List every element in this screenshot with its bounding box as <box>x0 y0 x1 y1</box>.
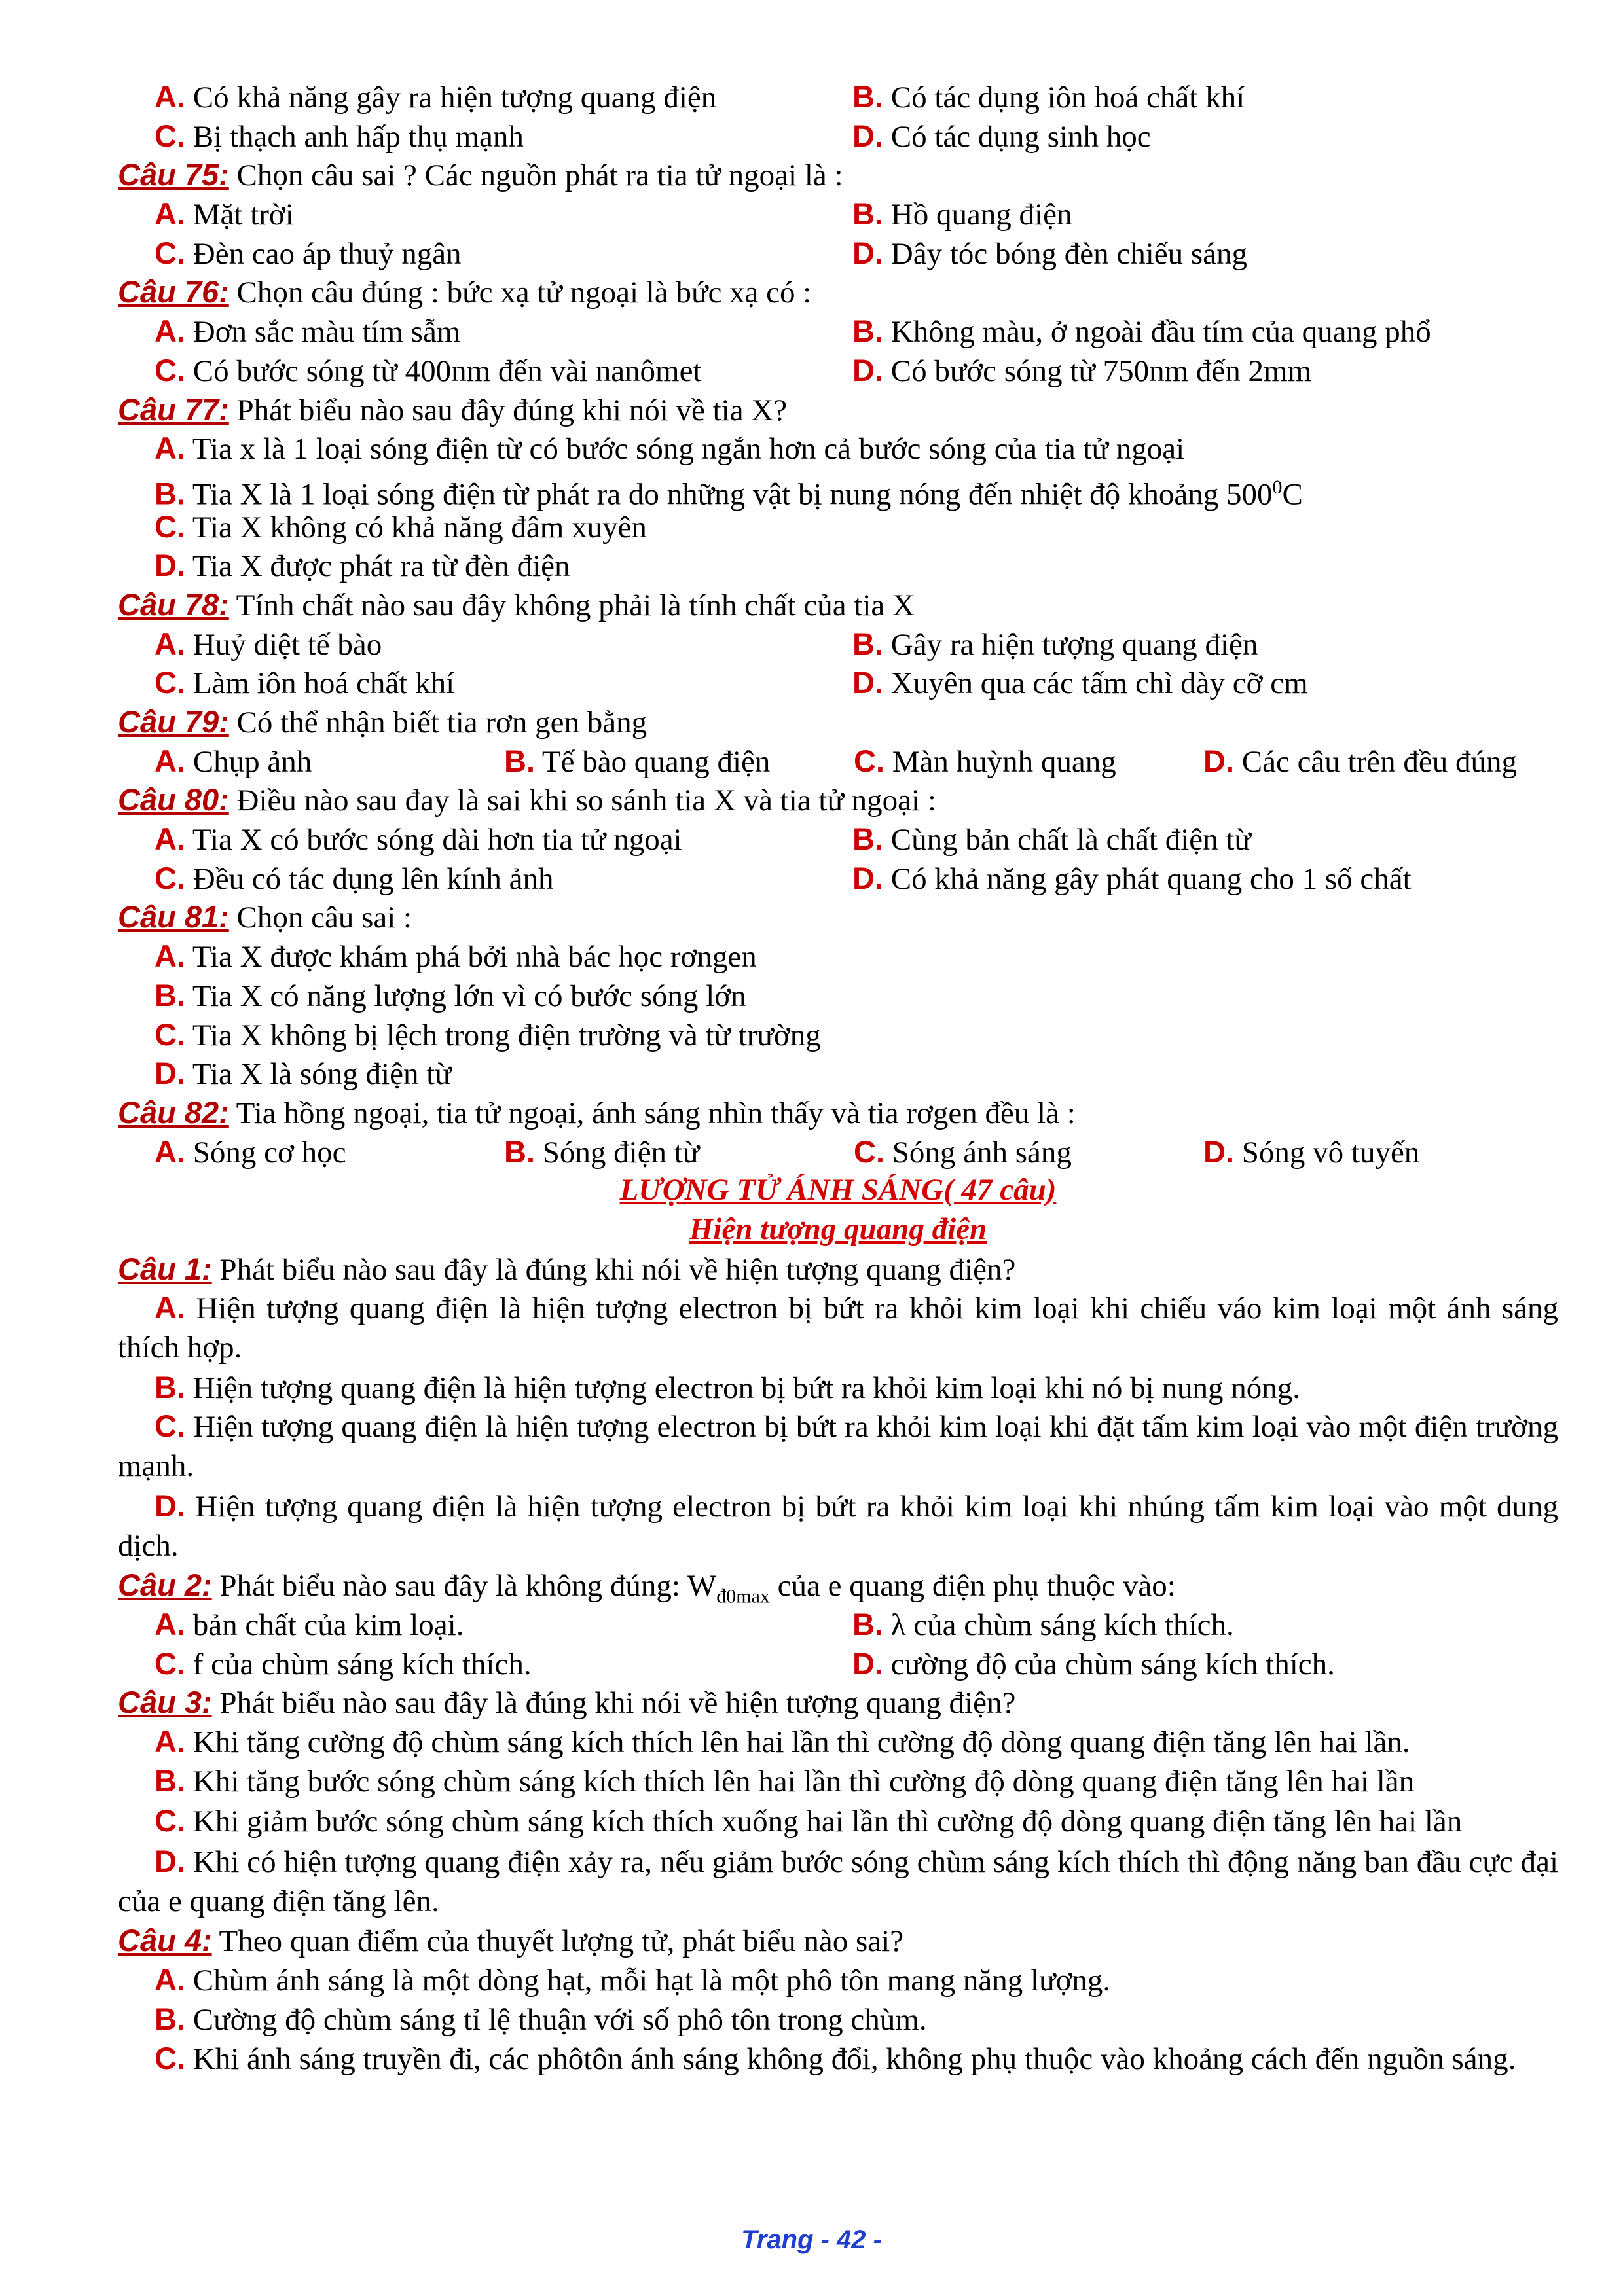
p3-option-c <box>118 1801 1558 1842</box>
page-footer: Trang - 42 - <box>741 2225 882 2254</box>
p4-option-a <box>118 1960 1558 2000</box>
section-title: LƯỢNG TỬ ÁNH SÁNG( 47 câu) <box>619 1173 1057 1208</box>
option-label: C. <box>155 235 185 270</box>
p4-option-b <box>118 2000 1558 2039</box>
option-label: A. <box>155 626 185 661</box>
q81-option-c <box>118 1015 1558 1054</box>
question-number: Câu 79: <box>118 704 229 739</box>
question-number: Câu 75: <box>118 157 229 192</box>
option-label: D. <box>155 1844 185 1879</box>
option-label: B. <box>504 1134 535 1169</box>
option-col2 <box>852 351 1311 391</box>
q77-option-d <box>118 546 1558 585</box>
q75-row-cd <box>118 234 1558 273</box>
question-text: Phát biểu nào sau đây đúng khi nói về tia X? <box>228 393 788 427</box>
question-text: Chọn câu sai : <box>228 901 412 935</box>
option-label: C. <box>155 1645 185 1681</box>
option-col2 <box>852 312 1431 352</box>
option-a <box>155 742 504 782</box>
option-text: Xuyên qua các tấm chì dày cỡ cm <box>890 666 1308 701</box>
q81-option-d <box>118 1054 1558 1093</box>
q76-row-ab <box>118 312 1558 351</box>
option-text: Tia X là sóng điện từ <box>192 1057 452 1092</box>
option-label: D. <box>155 1488 185 1523</box>
option-text: Có khả năng gây phát quang cho 1 số chất <box>890 861 1412 896</box>
option-label: B. <box>852 196 883 232</box>
option-col2 <box>852 1605 1234 1645</box>
question-76 <box>118 272 1558 312</box>
option-text: cường độ của chùm sáng kích thích. <box>890 1647 1335 1681</box>
option-label: A. <box>155 1606 185 1641</box>
question-77 <box>118 390 1558 429</box>
option-text: Cùng bản chất là chất điện từ <box>890 823 1251 857</box>
subscript: đ0max <box>716 1585 770 1607</box>
option-label: D. <box>852 860 883 895</box>
option-label: C. <box>155 860 185 895</box>
option-text: Đơn sắc màu tím sẫm <box>192 315 461 350</box>
option-label: C. <box>854 1134 884 1169</box>
question-number: Câu 3: <box>118 1685 212 1720</box>
option-label: C. <box>155 118 185 153</box>
question-text: Theo quan điểm của thuyết lượng tử, phát biểu nào sai? <box>211 1924 904 1959</box>
q81-option-b <box>118 976 1558 1015</box>
question-text: Chọn câu sai ? Các nguồn phát ra tia tử ngoại là : <box>228 158 843 193</box>
option-label: C. <box>155 1016 185 1052</box>
q78-row-ab <box>118 624 1558 664</box>
option-label: C. <box>155 1803 185 1839</box>
option-b <box>504 1132 854 1173</box>
option-col2 <box>852 117 1151 157</box>
option-label: D. <box>852 1645 883 1681</box>
q79-options <box>118 742 1558 781</box>
p1-option-a <box>118 1288 1558 1367</box>
option-label: B. <box>155 476 185 511</box>
option-text: Có khả năng gây ra hiện tượng quang điện <box>192 81 717 115</box>
question-number: Câu 4: <box>118 1923 212 1958</box>
question-number: Câu 2: <box>118 1568 212 1603</box>
option-text: Tia X được khám phá bởi nhà bác học rơngen <box>192 940 757 975</box>
question-text: Có thể nhận biết tia rơn gen bằng <box>228 706 647 740</box>
option-label: D. <box>852 352 883 387</box>
option-text: Các câu trên đều đúng <box>1241 744 1517 779</box>
option-label: C. <box>155 665 185 700</box>
option-c <box>854 1132 1203 1173</box>
option-text: Khi tăng cường độ chùm sáng kích thích lên hai lần thì cường độ dòng quang điện tăng lên hai lần. <box>192 1725 1410 1759</box>
p1-option-c <box>118 1407 1558 1486</box>
question-text: Điều nào sau đay là sai khi so sánh tia X và tia tử ngoại : <box>228 783 936 818</box>
question-number: Câu 80: <box>118 782 229 817</box>
option-label: D. <box>155 548 185 583</box>
option-text: Hiện tượng quang điện là hiện tượng electron bị bứt ra khỏi kim loại khi đặt tấm kim loại vào một điện trường mạnh. <box>118 1410 1559 1484</box>
q77-option-c <box>118 507 1558 547</box>
option-label: B. <box>504 743 535 778</box>
option-b <box>504 742 854 782</box>
question-text: Chọn câu đúng : bức xạ tử ngoại là bức xạ có : <box>228 276 812 310</box>
option-a <box>155 1132 504 1173</box>
option-text: Khi giảm bước sóng chùm sáng kích thích xuống hai lần thì cường độ dòng quang điện tăng lên hai lần <box>192 1804 1463 1839</box>
option-text: Khi ánh sáng truyền đi, các phôtôn ánh sáng không đổi, không phụ thuộc vào khoảng cách đến nguồn sáng. <box>192 2041 1516 2076</box>
question-2 <box>118 1566 1558 1605</box>
q76-row-cd <box>118 351 1558 390</box>
option-col2 <box>852 1644 1335 1685</box>
question-80 <box>118 780 1558 819</box>
option-text: Sóng cơ học <box>192 1135 346 1170</box>
option-label: A. <box>155 1962 185 1998</box>
option-label: B. <box>852 1606 883 1641</box>
question-text-end: của e quang điện phụ thuộc vào: <box>769 1569 1176 1604</box>
option-label: B. <box>852 626 883 661</box>
option-label: B. <box>852 79 883 114</box>
question-3 <box>118 1683 1558 1722</box>
option-text: Hiện tượng quang điện là hiện tượng electron bị bứt ra khỏi kim loại khi nhúng tấm kim loại vào một dung dịch. <box>118 1489 1558 1563</box>
option-text: Sóng ánh sáng <box>892 1135 1072 1170</box>
option-text: Tia X được phát ra từ đèn điện <box>192 549 570 584</box>
question-text: Phát biểu nào sau đây là đúng khi nói về hiện tượng quang điện? <box>211 1686 1016 1721</box>
option-text: Đèn cao áp thuỷ ngân <box>192 236 462 271</box>
option-label: C. <box>155 2040 185 2075</box>
option-col2 <box>852 234 1247 274</box>
q82-options <box>118 1132 1558 1172</box>
question-text: Tính chất nào sau đây không phải là tính chất của tia X <box>228 588 915 622</box>
p1-option-d <box>118 1486 1558 1566</box>
option-text: Có tác dụng iôn hoá chất khí <box>890 81 1245 115</box>
option-text: Huỷ diệt tế bào <box>192 627 382 662</box>
option-label: C. <box>155 1408 185 1444</box>
option-label: B. <box>852 821 883 857</box>
option-label: A. <box>155 314 185 349</box>
option-col2 <box>852 194 1072 235</box>
option-text: Chùm ánh sáng là một dòng hạt, mỗi hạt là một phô tôn mang năng lượng. <box>192 1964 1111 1998</box>
option-label: A. <box>155 1134 185 1169</box>
q81-option-a <box>118 937 1558 976</box>
question-4 <box>118 1921 1558 1960</box>
option-text: Chụp ảnh <box>192 744 312 779</box>
option-label: D. <box>852 118 883 153</box>
option-text: f của chùm sáng kích thích. <box>192 1647 532 1681</box>
question-number: Câu 78: <box>118 586 229 622</box>
option-label: D. <box>852 665 883 700</box>
option-text: Màn huỳnh quang <box>892 744 1116 779</box>
option-text: bản chất của kim loại. <box>192 1607 464 1642</box>
option-text: Tia X không bị lệch trong điện trường và từ trường <box>192 1018 821 1052</box>
option-label: A. <box>155 1723 185 1759</box>
option-label: D. <box>1203 743 1234 778</box>
section-subtitle: Hiện tượng quang điện <box>689 1211 987 1246</box>
p3-option-a <box>118 1722 1558 1761</box>
option-label: A. <box>155 79 185 114</box>
option-text: Có bước sóng từ 400nm đến vài nanômet <box>192 353 702 388</box>
option-text: Tia X có năng lượng lớn vì có bước sóng lớn <box>192 978 746 1013</box>
question-text: Phát biểu nào sau đây là không đúng: W <box>211 1569 717 1604</box>
option-text: Hiện tượng quang điện là hiện tượng electron bị bứt ra khỏi kim loại khi chiếu váo kim loại một ánh sáng thích hợp. <box>118 1291 1558 1365</box>
question-82 <box>118 1093 1558 1132</box>
p4-option-c <box>118 2039 1558 2079</box>
option-label: C. <box>854 743 884 778</box>
option-label: B. <box>155 1763 185 1798</box>
option-text: Tế bào quang điện <box>541 744 771 779</box>
option-text: Dây tóc bóng đèn chiếu sáng <box>890 236 1248 271</box>
option-text: Khi tăng bước sóng chùm sáng kích thích lên hai lần thì cường độ dòng quang điện tăng lên hai lần <box>192 1764 1415 1799</box>
question-number: Câu 76: <box>118 274 229 310</box>
question-number: Câu 77: <box>118 391 229 427</box>
question-number: Câu 1: <box>118 1251 212 1286</box>
option-label: C. <box>155 352 185 387</box>
option-text: Có tác dụng sinh học <box>890 119 1151 154</box>
option-label: D. <box>155 1056 185 1091</box>
question-text: Tia hồng ngoại, tia tử ngoại, ánh sáng nhìn thấy và tia rơgen đều là : <box>228 1096 1076 1130</box>
unit-text: C <box>1282 477 1303 512</box>
option-text: λ của chùm sáng kích thích. <box>890 1607 1234 1642</box>
question-79 <box>118 702 1558 742</box>
p2-row-ab <box>118 1605 1558 1644</box>
option-text: Không màu, ở ngoài đầu tím của quang phổ <box>890 315 1431 350</box>
p3-option-b <box>118 1761 1558 1802</box>
option-label: B. <box>852 314 883 349</box>
q74-row-cd <box>118 117 1558 156</box>
q75-row-ab <box>118 194 1558 234</box>
option-label: A. <box>155 743 185 778</box>
option-text: Sóng điện từ <box>542 1135 700 1170</box>
option-text: Sóng vô tuyến <box>1241 1135 1420 1170</box>
option-label: A. <box>155 939 185 974</box>
q74-row-ab <box>118 77 1558 117</box>
option-text: Làm iôn hoá chất khí <box>192 666 455 701</box>
q78-row-cd <box>118 663 1558 702</box>
option-label: B. <box>155 977 185 1013</box>
q80-row-cd <box>118 859 1558 898</box>
question-78 <box>118 585 1558 624</box>
option-label: A. <box>155 431 185 466</box>
option-col2 <box>852 77 1245 118</box>
p1-option-b <box>118 1368 1558 1407</box>
option-d <box>1203 745 1517 779</box>
question-75 <box>118 155 1558 194</box>
option-d <box>1203 1136 1419 1170</box>
option-text: Đều có tác dụng lên kính ảnh <box>192 861 554 896</box>
option-text: Tia X là 1 loại sóng điện từ phát ra do những vật bị nung nóng đến nhiệt độ khoảng 500 <box>192 477 1273 512</box>
option-text: Tia X không có khả năng đâm xuyên <box>192 510 647 545</box>
question-text: Phát biểu nào sau đây là đúng khi nói về hiện tượng quang điện? <box>211 1252 1016 1287</box>
q77-option-a <box>118 429 1558 468</box>
question-number: Câu 82: <box>118 1094 229 1130</box>
p2-row-cd <box>118 1644 1558 1683</box>
option-text: Khi có hiện tượng quang điện xảy ra, nếu giảm bước sóng chùm sáng kích thích thì động năng ban đầu cực đại của e quang điện tăng lên. <box>118 1845 1559 1918</box>
option-label: B. <box>155 2001 185 2036</box>
superscript: 0 <box>1272 476 1283 498</box>
option-label: B. <box>155 1369 185 1405</box>
option-text: Cường độ chùm sáng tỉ lệ thuận với số phô tôn trong chùm. <box>192 2002 927 2037</box>
option-col2 <box>852 819 1251 860</box>
question-1 <box>118 1249 1558 1289</box>
question-number: Câu 81: <box>118 899 229 935</box>
option-label: A. <box>155 1290 185 1325</box>
option-text: Hồ quang điện <box>890 198 1072 232</box>
option-col2 <box>852 859 1412 899</box>
option-text: Tia X có bước sóng dài hơn tia tử ngoại <box>192 823 682 857</box>
q77-option-b <box>118 468 1558 512</box>
option-text: Mặt trời <box>192 198 294 232</box>
option-text: Gây ra hiện tượng quang điện <box>890 627 1258 662</box>
option-label: A. <box>155 821 185 857</box>
option-label: A. <box>155 196 185 232</box>
option-c <box>854 742 1203 782</box>
question-81 <box>118 897 1558 937</box>
p3-option-d <box>118 1842 1558 1921</box>
option-label: D. <box>852 235 883 270</box>
option-label: C. <box>155 509 185 544</box>
option-text: Có bước sóng từ 750nm đến 2mm <box>890 353 1312 388</box>
q80-row-ab <box>118 819 1558 859</box>
option-text: Hiện tượng quang điện là hiện tượng electron bị bứt ra khỏi kim loại khi nó bị nung nóng. <box>192 1371 1300 1405</box>
option-text: Tia x là 1 loại sóng điện từ có bước sóng ngắn hơn cả bước sóng của tia tử ngoại <box>192 432 1185 467</box>
option-text: Bị thạch anh hấp thụ mạnh <box>192 119 524 154</box>
option-col2 <box>852 663 1308 704</box>
document-page <box>118 77 1558 2079</box>
option-col2 <box>852 624 1258 665</box>
option-label: D. <box>1203 1134 1234 1169</box>
